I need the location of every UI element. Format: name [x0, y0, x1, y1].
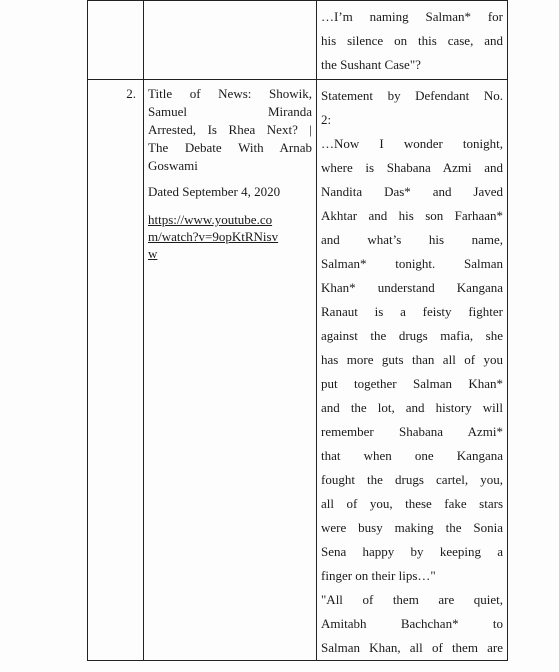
statement-line: Khan* understand Kangana — [321, 280, 503, 295]
statement-line: and the lot, and history will — [321, 400, 503, 415]
statement-line: Salman* tonight. Salman — [321, 256, 503, 271]
statement-line: fought the drugs cartel, you, — [321, 472, 503, 487]
statement-line: that when one Kangana — [321, 448, 503, 463]
defamation-statement-table — [87, 0, 508, 661]
youtube-link-line: m/watch?v=9opKtRNisv — [148, 229, 279, 244]
statement-line: the Sushant Case"? — [321, 57, 421, 72]
statement-line: Amitabh Bachchan* to — [321, 616, 503, 631]
statement-line: remember Shabana Azmi* — [321, 424, 503, 439]
statement-cell — [317, 1, 508, 80]
statement-line: finger on their lips…" — [321, 568, 436, 583]
statement-line: Sena happy by keeping a — [321, 544, 503, 559]
publication-date: Dated September 4, 2020 — [148, 184, 281, 199]
statement-line: Akhtar and his son Farhaan* — [321, 208, 503, 223]
news-title-cell — [144, 1, 317, 80]
table-row — [88, 80, 508, 661]
serial-number-cell: 2. — [88, 80, 144, 661]
news-title-line: Title of News: Showik, — [148, 86, 312, 101]
youtube-link[interactable] — [148, 211, 312, 262]
statement-line: "All of them are quiet, — [321, 592, 503, 607]
statement-line: has more guts than all of you — [321, 352, 503, 367]
news-title-line: Arrested, Is Rhea Next? | — [148, 122, 312, 137]
statement-line: 2: — [321, 112, 332, 127]
news-title-line: Goswami — [148, 158, 198, 173]
statement-line: …I’m naming Salman* for — [321, 9, 503, 24]
statement-line: Nandita Das* and Javed — [321, 184, 503, 199]
statement-line: and what’s his name, — [321, 232, 503, 247]
table-row — [88, 1, 508, 80]
statement-line: …Now I wonder tonight, — [321, 136, 503, 151]
statement-line: put together Salman Khan* — [321, 376, 503, 391]
statement-cell — [317, 80, 508, 661]
youtube-link-line: https://www.youtube.co — [148, 212, 273, 227]
news-title-line: The Debate With Arnab — [148, 140, 312, 155]
statement-line: Ranaut is a feisty fighter — [321, 304, 503, 319]
statement-line: Statement by Defendant No. — [321, 88, 503, 103]
statement-line: where is Shabana Azmi and — [321, 160, 503, 175]
statement-line: his silence on this case, and — [321, 33, 503, 48]
statement-line: Salman Khan, all of them are — [321, 640, 503, 655]
serial-number-cell — [88, 1, 144, 80]
statement-line: against the drugs mafia, she — [321, 328, 503, 343]
statement-line: were busy making the Sonia — [321, 520, 503, 535]
youtube-link-line: w — [148, 246, 158, 261]
statement-line: all of you, these fake stars — [321, 496, 503, 511]
news-title-cell — [144, 80, 317, 661]
news-title-line: Samuel Miranda — [148, 104, 312, 119]
